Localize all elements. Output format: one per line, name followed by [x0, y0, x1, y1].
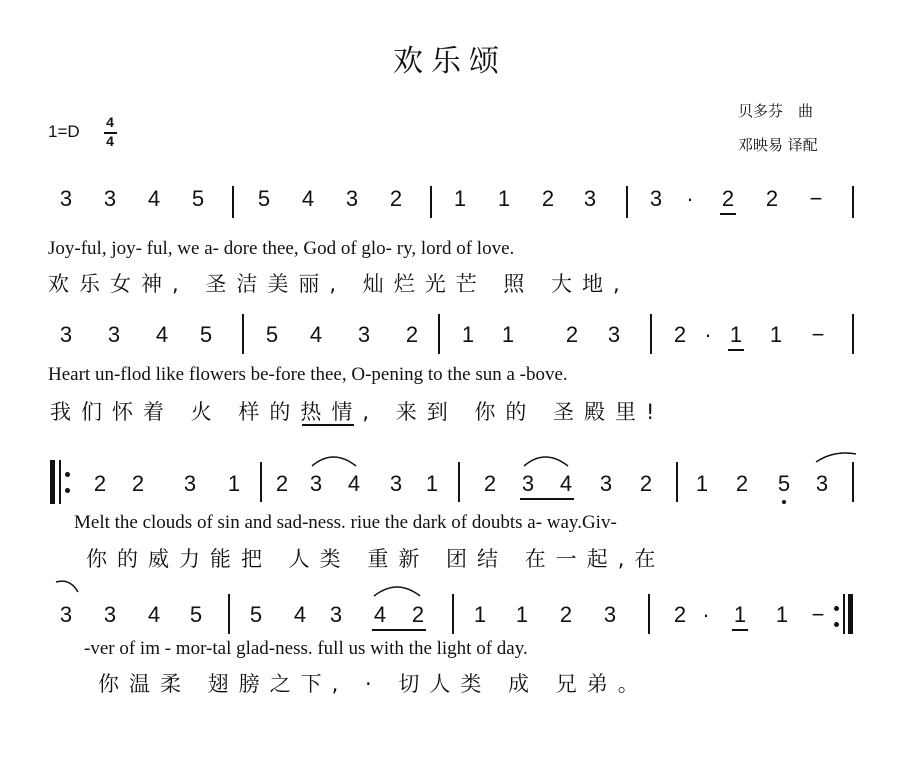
note: 3 [583, 186, 597, 211]
note: 4 [147, 186, 161, 211]
note: 1 [501, 322, 515, 347]
note: 3 [103, 186, 117, 211]
note: 5 [191, 186, 205, 211]
key-signature: 1=D [48, 122, 80, 141]
note: 4 [373, 602, 387, 627]
lyrics-chinese: 你温柔 翅膀之下, · 切人类 成 兄弟。 [98, 672, 649, 696]
dot-extension: · [686, 186, 694, 211]
dash: − [811, 322, 825, 347]
note: 3 [389, 471, 403, 496]
slur [56, 581, 78, 592]
slur [816, 453, 856, 462]
lyrics-english: Joy-ful, joy- ful, we a- dore thee, God of glo- ry, lord of love. [48, 238, 515, 259]
note: 1 [695, 471, 709, 496]
note: 3 [603, 602, 617, 627]
note: 3 [649, 186, 663, 211]
note: 3 [183, 471, 197, 496]
note: 5 [199, 322, 213, 347]
note: 5 [249, 602, 263, 627]
arranger-credit: 邓映易 译配 [738, 136, 818, 154]
time-signature-top: 4 [106, 114, 114, 130]
dash: − [811, 602, 825, 627]
note: 2 [639, 471, 653, 496]
note: 2 [673, 322, 687, 347]
note: 4 [147, 602, 161, 627]
note: 5 [257, 186, 271, 211]
note: 2 [721, 186, 735, 211]
note: 5 [265, 322, 279, 347]
slur [374, 587, 420, 596]
note: 2 [765, 186, 779, 211]
note: 1 [729, 322, 743, 347]
note: 2 [559, 602, 573, 627]
note: 3 [599, 471, 613, 496]
note: 3 [329, 602, 343, 627]
note: 3 [103, 602, 117, 627]
note: 3 [59, 602, 73, 627]
dot-extension: · [702, 602, 710, 627]
slur [524, 457, 568, 466]
note: 4 [559, 471, 573, 496]
note: 1 [775, 602, 789, 627]
dot-extension: · [704, 322, 712, 347]
note: 3 [521, 471, 535, 496]
note: 2 [483, 471, 497, 496]
note: 2 [411, 602, 425, 627]
note: 1 [473, 602, 487, 627]
note: 2 [735, 471, 749, 496]
song-title: 欢乐颂 [393, 44, 507, 79]
note: 1 [461, 322, 475, 347]
note: 2 [275, 471, 289, 496]
lyrics-english: Melt the clouds of sin and sad-ness. riue the dark of doubts a- way.Giv- [74, 512, 617, 533]
note: 3 [607, 322, 621, 347]
note: 1 [425, 471, 439, 496]
note: 3 [345, 186, 359, 211]
slur [312, 457, 356, 466]
note: 4 [309, 322, 323, 347]
note: 3 [357, 322, 371, 347]
note: 4 [301, 186, 315, 211]
lyrics-chinese: 你的威力能把 人类 重新 团结 在一起,在 [86, 547, 666, 571]
note: 4 [155, 322, 169, 347]
note: 4 [347, 471, 361, 496]
lyrics-chinese: 欢乐女神, 圣洁美丽, 灿烂光芒 照 大地, [48, 272, 630, 296]
note: 1 [769, 322, 783, 347]
note: 1 [733, 602, 747, 627]
note: 2 [131, 471, 145, 496]
note: 3 [59, 322, 73, 347]
lyrics-english: -ver of im - mor-tal glad-ness. full us with the light of day. [84, 638, 528, 659]
note: 2 [565, 322, 579, 347]
lyrics-chinese: 我们怀着 火 样的热情, 来到 你的 圣殿里! [50, 400, 665, 424]
composer-credit: 贝多芬 曲 [738, 102, 814, 120]
note: 3 [309, 471, 323, 496]
note: 5 [777, 471, 791, 496]
note: 2 [541, 186, 555, 211]
note: 1 [497, 186, 511, 211]
dash: − [809, 186, 823, 211]
note: 5 [189, 602, 203, 627]
time-signature-bottom: 4 [106, 133, 114, 149]
note: 1 [453, 186, 467, 211]
note: 3 [815, 471, 829, 496]
note: 2 [389, 186, 403, 211]
note: 2 [673, 602, 687, 627]
note: 4 [293, 602, 307, 627]
note: 3 [59, 186, 73, 211]
note: 1 [515, 602, 529, 627]
note: 3 [107, 322, 121, 347]
note: 1 [227, 471, 241, 496]
lyrics-english: Heart un-flod like flowers be-fore thee, O-pening to the sun a -bove. [48, 364, 568, 385]
note: 2 [93, 471, 107, 496]
note: 2 [405, 322, 419, 347]
